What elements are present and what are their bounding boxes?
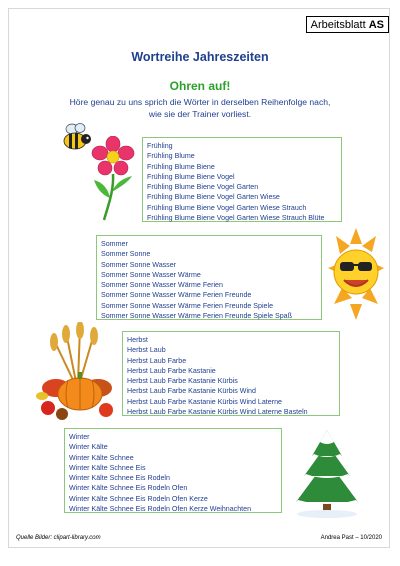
bee-icon [60,122,94,154]
snowy-tree-icon [292,428,362,518]
summer-word-box [96,235,322,320]
page-title: Wortreihe Jahreszeiten [131,50,269,64]
autumn-line: Herbst [127,336,148,344]
sun-icon [328,228,384,324]
autumn-line: Herbst Laub Farbe [127,356,187,365]
spring-line: Frühling Blume Biene Vogel Garten Wiese Strauch [147,203,307,212]
worksheet-level: AS [368,19,384,31]
winter-line: Winter Kälte Schnee Eis [69,463,146,472]
autumn-line: Herbst Laub Farbe Kastanie Kürbis [127,377,238,386]
footer-source: Quelle Bilder: clipart-library.com [16,535,101,541]
harvest-icon [36,322,122,422]
winter-line: Winter Kälte Schnee Eis Rodeln [69,474,170,483]
instruction-line-2: wie sie der Trainer vorliest. [148,109,252,119]
autumn-line: Herbst Laub Farbe Kastanie Kürbis Wind [127,387,256,396]
summer-line: Sommer Sonne Wasser Wärme Ferien Freunde Spiele [101,301,274,310]
summer-line: Sommer Sonne Wasser Wärme Ferien [101,281,223,290]
autumn-line: Herbst Laub Farbe Kastanie Kürbis Wind Laterne [127,397,282,406]
flower-icon [90,136,136,222]
spring-line: Frühling Blume Biene Vogel [147,172,235,181]
winter-word-box [64,428,282,513]
autumn-line: Herbst Laub Farbe Kastanie [127,366,216,375]
spring-line: Frühling Blume Biene Vogel Garten Wiese [147,193,280,202]
footer-author: Andrea Past – 10/2020 [320,535,382,541]
worksheet-tag [306,16,389,33]
instructions [40,96,360,120]
summer-line: Sommer Sonne Wasser Wärme Ferien Freunde [101,291,252,300]
winter-line: Winter Kälte Schnee Eis Rodeln Ofen [69,484,188,493]
winter-line: Winter Kälte Schnee Eis Rodeln Ofen Kerze Weihnachten [69,505,252,514]
winter-line: Winter Kälte Schnee [69,453,134,462]
spring-line: Frühling Blume Biene [147,162,215,171]
summer-line: Sommer [101,240,128,248]
spring-line: Frühling Blume [147,152,195,161]
summer-line: Sommer Sonne Wasser Wärme [101,270,201,279]
spring-line: Frühling Blume Biene Vogel Garten [147,183,259,192]
spring-word-box [142,137,342,222]
summer-line: Sommer Sonne [101,250,151,259]
summer-line: Sommer Sonne Wasser Wärme Ferien Freunde Spiele Spaß [101,312,292,321]
winter-line: Winter [69,433,90,441]
page-subtitle: Ohren auf! [169,79,231,93]
spring-line: Frühling [147,142,173,150]
autumn-line: Herbst Laub Farbe Kastanie Kürbis Wind Laterne Basteln [127,408,308,417]
spring-line: Frühling Blume Biene Vogel Garten Wiese Strauch Blüte [147,214,325,223]
autumn-word-box [122,331,340,416]
autumn-line: Herbst Laub [127,346,166,355]
winter-line: Winter Kälte [69,443,108,452]
winter-line: Winter Kälte Schnee Eis Rodeln Ofen Kerze [69,494,208,503]
worksheet-label: Arbeitsblatt [310,19,366,31]
summer-line: Sommer Sonne Wasser [101,260,177,269]
instruction-line-1: Höre genau zu uns sprich die Wörter in derselben Reihenfolge nach, [69,97,331,107]
